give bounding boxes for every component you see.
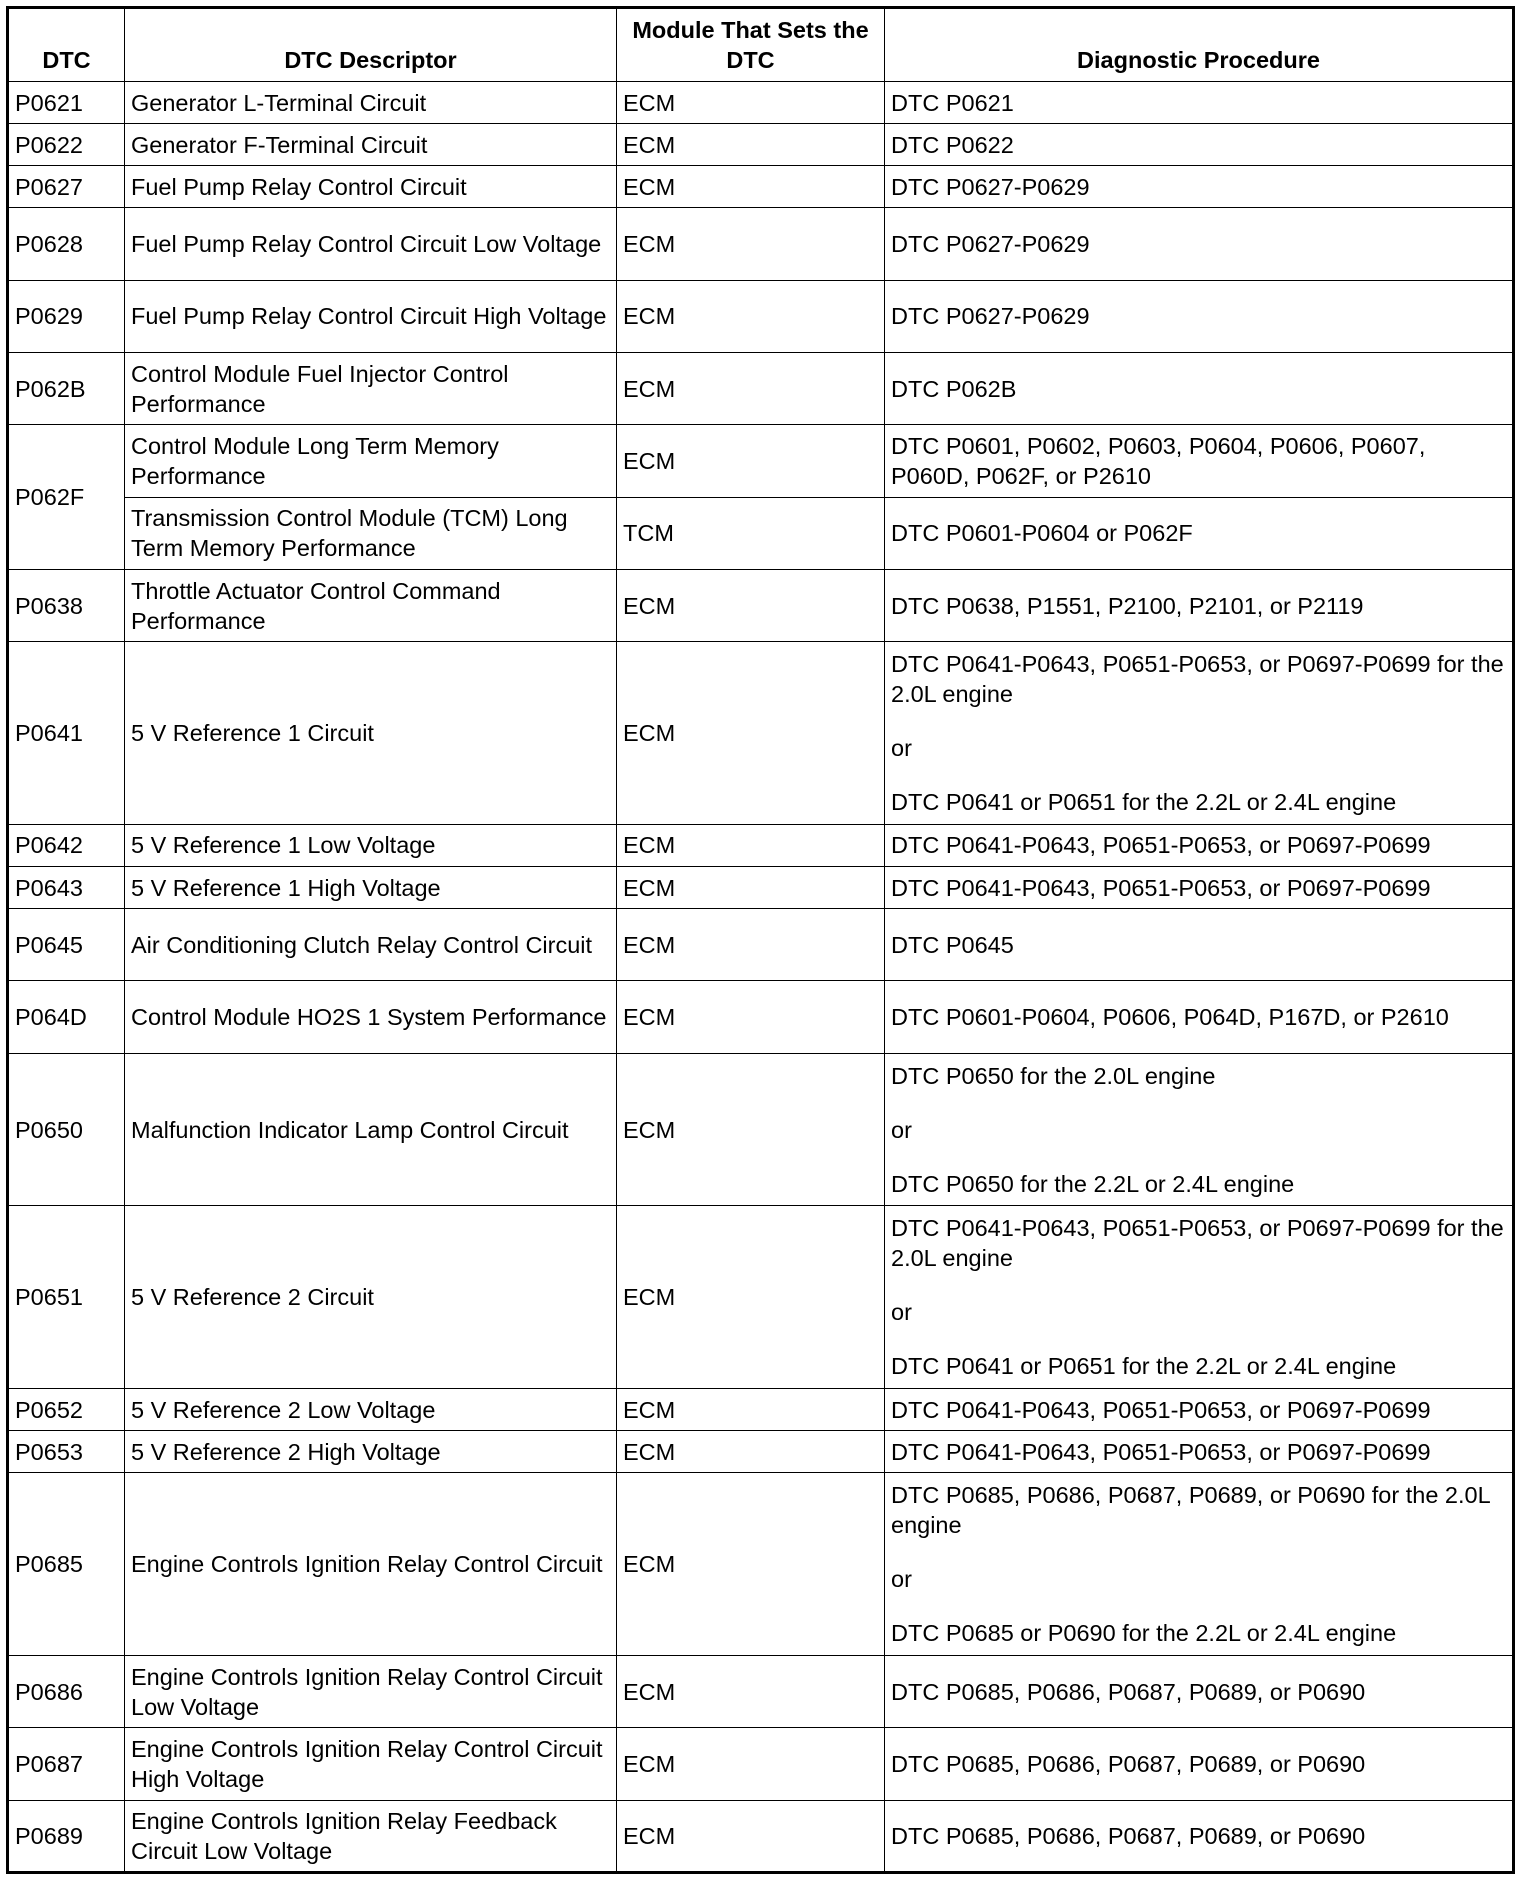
- cell-descriptor: Fuel Pump Relay Control Circuit Low Voltage: [125, 208, 617, 280]
- cell-dtc: P0627: [8, 166, 125, 208]
- cell-dtc: P0629: [8, 280, 125, 352]
- table-row: [8, 569, 1514, 641]
- cell-procedure: [885, 208, 1514, 280]
- cell-module: ECM: [617, 82, 885, 124]
- procedure-gap: [891, 763, 1506, 787]
- cell-module: ECM: [617, 981, 885, 1053]
- procedure-line: DTC P0641-P0643, P0651-P0653, or P0697-P0699: [891, 832, 1431, 859]
- table-row: [8, 824, 1514, 866]
- cell-procedure: [885, 82, 1514, 124]
- table-row: [8, 1656, 1514, 1728]
- procedure-gap: [891, 1327, 1506, 1351]
- cell-descriptor: Fuel Pump Relay Control Circuit High Voltage: [125, 280, 617, 352]
- cell-descriptor: Generator L-Terminal Circuit: [125, 82, 617, 124]
- cell-module: ECM: [617, 569, 885, 641]
- cell-descriptor: Engine Controls Ignition Relay Feedback Circuit Low Voltage: [125, 1800, 617, 1872]
- cell-module: ECM: [617, 1800, 885, 1872]
- header-descriptor: DTC Descriptor: [125, 8, 617, 82]
- procedure-line: DTC P0601-P0604 or P062F: [891, 520, 1193, 547]
- procedure-gap: [891, 709, 1506, 733]
- cell-procedure: [885, 1206, 1514, 1389]
- procedure-line: DTC P0685 or P0690 for the 2.2L or 2.4L engine: [891, 1620, 1397, 1647]
- procedure-line: or: [891, 1299, 912, 1326]
- cell-dtc: P064D: [8, 981, 125, 1053]
- table-row: [8, 425, 1514, 497]
- procedure-line: DTC P0601-P0604, P0606, P064D, P167D, or P2610: [891, 1004, 1449, 1031]
- table-row: [8, 981, 1514, 1053]
- cell-module: ECM: [617, 1053, 885, 1206]
- procedure-line: DTC P0650 for the 2.2L or 2.4L engine: [891, 1170, 1295, 1197]
- cell-module: ECM: [617, 1431, 885, 1473]
- procedure-gap: [891, 1273, 1506, 1297]
- procedure-line: DTC P0638, P1551, P2100, P2101, or P2119: [891, 592, 1364, 619]
- cell-module: ECM: [617, 1656, 885, 1728]
- procedure-line: DTC P0601, P0602, P0603, P0604, P0606, P0607, P060D, P062F, or P2610: [891, 432, 1426, 489]
- cell-dtc: P062F: [8, 425, 125, 570]
- cell-module: ECM: [617, 824, 885, 866]
- procedure-line: or: [891, 1116, 912, 1143]
- procedure-line: DTC P0685, P0686, P0687, P0689, or P0690: [891, 1678, 1366, 1705]
- cell-dtc: P0628: [8, 208, 125, 280]
- procedure-line: or: [891, 1566, 912, 1593]
- cell-module: ECM: [617, 867, 885, 909]
- table-row: [8, 124, 1514, 166]
- cell-dtc: P0638: [8, 569, 125, 641]
- cell-dtc: P0689: [8, 1800, 125, 1872]
- cell-module: ECM: [617, 425, 885, 497]
- procedure-line: DTC P0685, P0686, P0687, P0689, or P0690: [891, 1822, 1366, 1849]
- cell-dtc: P0643: [8, 867, 125, 909]
- cell-module: ECM: [617, 909, 885, 981]
- cell-module: ECM: [617, 1389, 885, 1431]
- cell-procedure: [885, 1473, 1514, 1656]
- header-procedure: Diagnostic Procedure: [885, 8, 1514, 82]
- cell-descriptor: 5 V Reference 1 Circuit: [125, 642, 617, 825]
- table-row: [8, 1473, 1514, 1656]
- cell-descriptor: Throttle Actuator Control Command Performance: [125, 569, 617, 641]
- procedure-line: DTC P0641-P0643, P0651-P0653, or P0697-P0699: [891, 1396, 1431, 1423]
- cell-module: ECM: [617, 1728, 885, 1800]
- cell-module: ECM: [617, 124, 885, 166]
- procedure-line: or: [891, 735, 912, 761]
- procedure-line: DTC P062B: [891, 375, 1017, 402]
- table-row: [8, 1206, 1514, 1389]
- cell-dtc: P0651: [8, 1206, 125, 1389]
- table-row: [8, 1431, 1514, 1473]
- procedure-line: DTC P0621: [891, 89, 1014, 116]
- cell-dtc: P0687: [8, 1728, 125, 1800]
- procedure-gap: [891, 1145, 1506, 1169]
- cell-descriptor: Engine Controls Ignition Relay Control Circuit High Voltage: [125, 1728, 617, 1800]
- cell-procedure: [885, 909, 1514, 981]
- cell-procedure: [885, 497, 1514, 569]
- cell-dtc: P0652: [8, 1389, 125, 1431]
- cell-descriptor: Control Module Fuel Injector Control Performance: [125, 353, 617, 425]
- cell-procedure: [885, 353, 1514, 425]
- cell-dtc: P0653: [8, 1431, 125, 1473]
- cell-dtc: P0650: [8, 1053, 125, 1206]
- procedure-gap: [891, 1594, 1506, 1618]
- cell-module: TCM: [617, 497, 885, 569]
- cell-dtc: P062B: [8, 353, 125, 425]
- table-row: [8, 208, 1514, 280]
- table-row: [8, 1053, 1514, 1206]
- procedure-line: DTC P0641-P0643, P0651-P0653, or P0697-P0699: [891, 874, 1431, 901]
- cell-descriptor: Malfunction Indicator Lamp Control Circuit: [125, 1053, 617, 1206]
- procedure-line: DTC P0641-P0643, P0651-P0653, or P0697-P0699: [891, 1438, 1431, 1465]
- cell-procedure: [885, 981, 1514, 1053]
- header-dtc: DTC: [8, 8, 125, 82]
- table-row: [8, 497, 1514, 569]
- cell-procedure: [885, 1431, 1514, 1473]
- procedure-line: DTC P0641-P0643, P0651-P0653, or P0697-P0699 for the 2.0L engine: [891, 651, 1504, 707]
- procedure-line: DTC P0685, P0686, P0687, P0689, or P0690 for the 2.0L engine: [891, 1482, 1490, 1539]
- cell-descriptor: 5 V Reference 1 Low Voltage: [125, 824, 617, 866]
- cell-descriptor: Fuel Pump Relay Control Circuit: [125, 166, 617, 208]
- table-row: [8, 1800, 1514, 1872]
- header-row: [8, 8, 1514, 82]
- table-row: [8, 353, 1514, 425]
- procedure-line: DTC P0641 or P0651 for the 2.2L or 2.4L engine: [891, 789, 1397, 815]
- procedure-line: DTC P0641-P0643, P0651-P0653, or P0697-P0699 for the 2.0L engine: [891, 1215, 1504, 1272]
- cell-procedure: [885, 1728, 1514, 1800]
- cell-descriptor: 5 V Reference 2 Circuit: [125, 1206, 617, 1389]
- cell-module: ECM: [617, 353, 885, 425]
- cell-module: ECM: [617, 1473, 885, 1656]
- procedure-line: DTC P0627-P0629: [891, 231, 1090, 258]
- procedure-line: DTC P0627-P0629: [891, 303, 1090, 330]
- procedure-line: DTC P0645: [891, 931, 1014, 958]
- cell-procedure: [885, 569, 1514, 641]
- table-row: [8, 280, 1514, 352]
- cell-descriptor: Engine Controls Ignition Relay Control Circuit: [125, 1473, 617, 1656]
- cell-procedure: [885, 124, 1514, 166]
- cell-dtc: P0621: [8, 82, 125, 124]
- procedure-gap: [891, 1540, 1506, 1564]
- procedure-line: DTC P0627-P0629: [891, 173, 1090, 200]
- cell-dtc: P0686: [8, 1656, 125, 1728]
- cell-procedure: [885, 425, 1514, 497]
- table-row: [8, 1728, 1514, 1800]
- cell-descriptor: Air Conditioning Clutch Relay Control Circuit: [125, 909, 617, 981]
- dtc-table: [6, 6, 1515, 1874]
- procedure-line: DTC P0622: [891, 131, 1014, 158]
- cell-dtc: P0645: [8, 909, 125, 981]
- cell-procedure: [885, 824, 1514, 866]
- table-row: [8, 166, 1514, 208]
- table-row: [8, 909, 1514, 981]
- cell-descriptor: Transmission Control Module (TCM) Long Term Memory Performance: [125, 497, 617, 569]
- cell-dtc: P0641: [8, 642, 125, 825]
- cell-procedure: [885, 1053, 1514, 1206]
- cell-descriptor: Generator F-Terminal Circuit: [125, 124, 617, 166]
- cell-descriptor: Control Module HO2S 1 System Performance: [125, 981, 617, 1053]
- procedure-line: DTC P0650 for the 2.0L engine: [891, 1062, 1216, 1089]
- cell-module: ECM: [617, 166, 885, 208]
- table-row: [8, 82, 1514, 124]
- table-body: [8, 82, 1514, 1873]
- table-row: [8, 867, 1514, 909]
- table-row: [8, 1389, 1514, 1431]
- cell-module: ECM: [617, 208, 885, 280]
- cell-descriptor: 5 V Reference 2 Low Voltage: [125, 1389, 617, 1431]
- cell-procedure: [885, 1389, 1514, 1431]
- cell-descriptor: Control Module Long Term Memory Performance: [125, 425, 617, 497]
- cell-dtc: P0622: [8, 124, 125, 166]
- cell-procedure: [885, 1656, 1514, 1728]
- cell-procedure: [885, 1800, 1514, 1872]
- cell-dtc: P0685: [8, 1473, 125, 1656]
- cell-dtc: P0642: [8, 824, 125, 866]
- header-module: Module That Sets the DTC: [617, 8, 885, 82]
- cell-descriptor: Engine Controls Ignition Relay Control Circuit Low Voltage: [125, 1656, 617, 1728]
- procedure-line: DTC P0685, P0686, P0687, P0689, or P0690: [891, 1750, 1366, 1777]
- table-row: [8, 642, 1514, 825]
- procedure-gap: [891, 1091, 1506, 1115]
- cell-module: ECM: [617, 280, 885, 352]
- cell-module: ECM: [617, 642, 885, 825]
- cell-procedure: [885, 867, 1514, 909]
- cell-descriptor: 5 V Reference 1 High Voltage: [125, 867, 617, 909]
- cell-descriptor: 5 V Reference 2 High Voltage: [125, 1431, 617, 1473]
- procedure-line: DTC P0641 or P0651 for the 2.2L or 2.4L engine: [891, 1353, 1397, 1380]
- cell-procedure: [885, 166, 1514, 208]
- cell-procedure: [885, 642, 1514, 825]
- cell-procedure: [885, 280, 1514, 352]
- cell-module: ECM: [617, 1206, 885, 1389]
